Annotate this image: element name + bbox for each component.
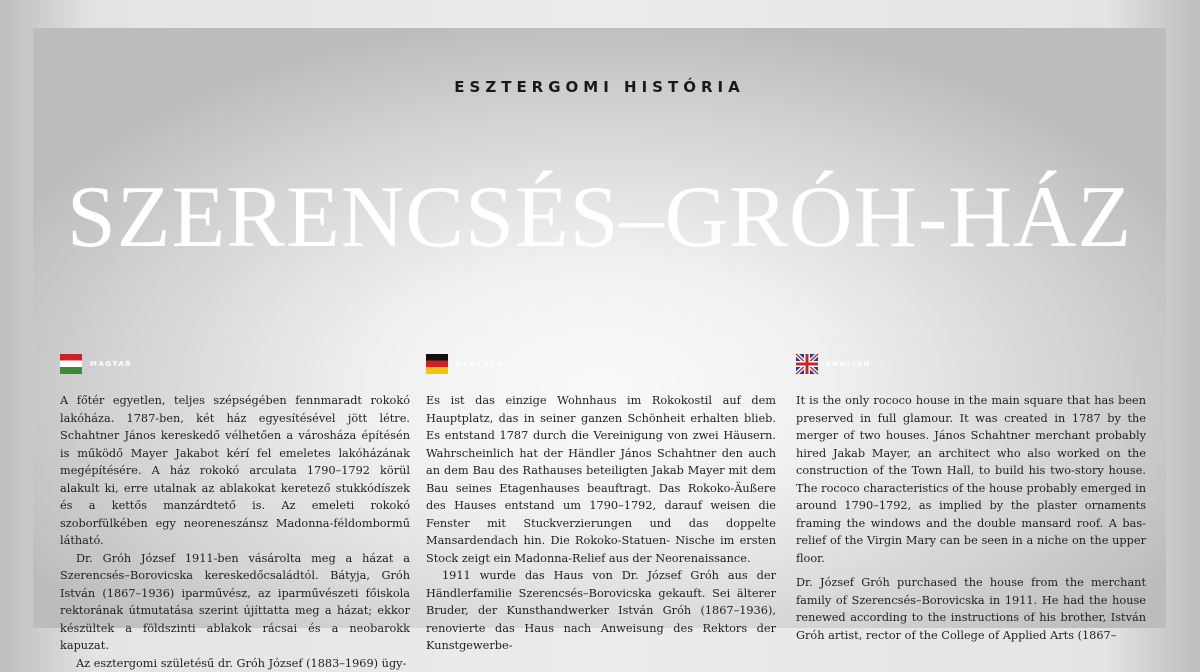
language-heading-hungarian	[60, 353, 410, 375]
language-label: ENGLISH	[826, 360, 871, 368]
paragraph: Az esztergomi születésű dr. Gróh József (1883–1969) ügy-	[60, 655, 410, 672]
column-english	[796, 353, 1146, 644]
german-flag-icon	[426, 354, 448, 374]
language-label: DEUTSCH	[456, 360, 504, 368]
paragraph: It is the only rococo house in the main square that has been preserved in full glamour. It was created in 1787 by the merger of two houses. János Schahtner merchant probably hired Jakab Mayer, an architect who also worked on the construction of the Town Hall, to build his two-story house. The rococo characteristics of the house probably emerged in around 1790–1792, as implied by the plaster ornaments framing the windows and the double mansard roof. A bas-relief of the Virgin Mary can be seen in a niche on the upper floor.	[796, 392, 1146, 567]
hungarian-flag-icon	[60, 354, 82, 374]
language-label: MAGYAR	[90, 360, 132, 368]
section-kicker: ESZTERGOMI HISTÓRIA	[33, 78, 1166, 96]
paragraph: A főtér egyetlen, teljes szépségében fennmaradt rokokó lakóháza. 1787-ben, két ház egyesítésével jött létre. Schahtner János kereskedő vélhetően a városháza építésén is működő Mayer Jakabot kérí fel emeletes lakóházának megépítésére. A ház rokokó arculata 1790–1792 körül alakult ki, erre utalnak az ablakokat keretező stukkódíszek és a kettős manzárdtető is. Az emeleti rokokó szoborfülkében egy neoreneszánsz Madonna-féldombormű látható.	[60, 392, 410, 550]
column-german	[426, 353, 776, 655]
uk-flag-icon	[796, 354, 818, 374]
paragraph: Es ist das einzige Wohnhaus im Rokokostil auf dem Hauptplatz, das in seiner ganzen Schönheit erhalten blieb. Es entstand 1787 durch die Vereinigung von zwei Häusern. Wahrscheinlich hat der Händler János Schahtner den auch an dem Bau des Rathauses beteiligten Jakab Mayer mit dem Bau seines Etagenhauses beauftragt. Das Rokoko-Äußere des Hauses entstand um 1790–1792, darauf weisen die Fenster mit Stuckverzierungen und das doppelte Mansardendach hin. Die Rokoko-Statuen- Nische im ersten Stock zeigt ein Madonna-Relief aus der Neorenaissance.	[426, 392, 776, 567]
paragraph: 1911 wurde das Haus von Dr. József Gróh aus der Händlerfamilie Szerencsés–Borovicska gekauft. Sei älterer Bruder, der Kunsthandwerker István Gróh (1867–1936), renovierte das Haus nach Anweisung des Rektors der Kunstgewerbe-	[426, 567, 776, 655]
paragraph: Dr. József Gróh purchased the house from the merchant family of Szerencsés–Borovicska in 1911. He had the house renewed according to the instructions of his brother, István Gróh artist, rector of the College of Applied Arts (1867–	[796, 574, 1146, 644]
language-heading-german	[426, 353, 776, 375]
magazine-page	[33, 28, 1166, 628]
column-hungarian	[60, 353, 410, 672]
article-title: SZERENCSÉS–GRÓH-HÁZ	[33, 168, 1166, 268]
language-heading-english	[796, 353, 1146, 375]
paragraph: Dr. Gróh József 1911-ben vásárolta meg a házat a Szerencsés–Borovicska kereskedőcsaládtól. Bátyja, Gróh István (1867–1936) iparművész, az iparművészeti főiskola rektorának útmutatása szerint újíttatta meg a házat; ekkor készültek a földszinti ablakok rácsai és a neobarokk kapuzat.	[60, 550, 410, 655]
